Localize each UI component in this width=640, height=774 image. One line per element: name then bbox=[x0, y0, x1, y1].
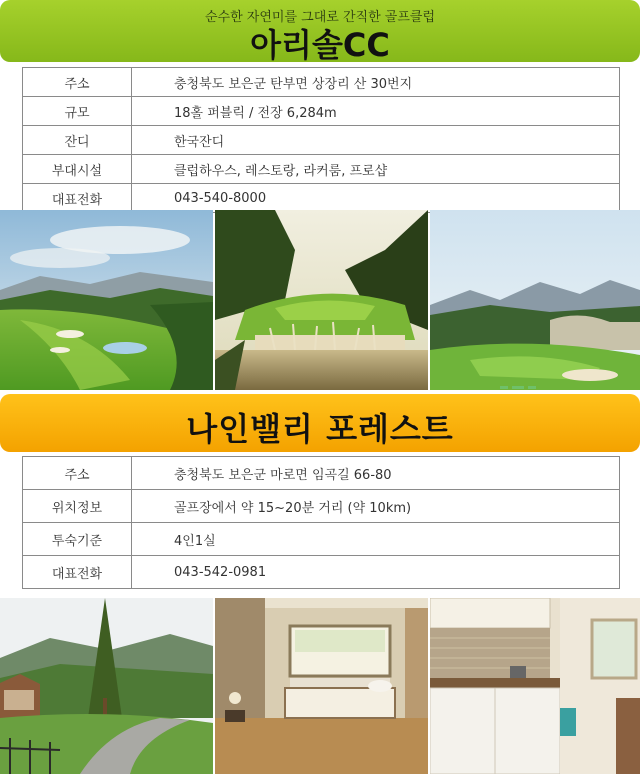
info-label: 위치정보 bbox=[23, 490, 132, 523]
table-row bbox=[23, 556, 620, 589]
info-label: 대표전화 bbox=[23, 184, 132, 213]
lodging-title: 나인밸리 포레스트 bbox=[186, 410, 454, 448]
lodging-exterior-photo bbox=[0, 598, 213, 774]
golf-course-photo-strip bbox=[0, 210, 640, 390]
info-value: 043-542-0981 bbox=[132, 556, 620, 589]
golf-lake-photo bbox=[215, 210, 428, 390]
table-row bbox=[23, 97, 620, 126]
table-row bbox=[23, 457, 620, 490]
info-label: 규모 bbox=[23, 97, 132, 126]
info-value: 043-540-8000 bbox=[132, 184, 620, 213]
info-value: 한국잔디 bbox=[132, 126, 620, 155]
table-row bbox=[23, 490, 620, 523]
table-row bbox=[23, 523, 620, 556]
table-row bbox=[23, 155, 620, 184]
info-value: 골프장에서 약 15~20분 거리 (약 10km) bbox=[132, 490, 620, 523]
info-value: 18홀 퍼블릭 / 전장 6,284m bbox=[132, 97, 620, 126]
info-value: 클럽하우스, 레스토랑, 라커룸, 프로샵 bbox=[132, 155, 620, 184]
info-value: 충청북도 보은군 탄부면 상장리 산 30번지 bbox=[132, 68, 620, 97]
info-label: 대표전화 bbox=[23, 556, 132, 589]
info-label: 부대시설 bbox=[23, 155, 132, 184]
golf-mountain-photo bbox=[430, 210, 640, 390]
info-label: 잔디 bbox=[23, 126, 132, 155]
info-label: 주소 bbox=[23, 68, 132, 97]
info-label: 투숙기준 bbox=[23, 523, 132, 556]
golf-club-banner bbox=[0, 0, 640, 62]
info-value: 충청북도 보은군 마로면 임곡길 66-80 bbox=[132, 457, 620, 490]
info-value: 4인1실 bbox=[132, 523, 620, 556]
golf-club-subtitle: 순수한 자연미를 그대로 간직한 골프클럽 bbox=[204, 10, 435, 25]
golf-club-info-table bbox=[22, 67, 620, 213]
lodging-info-table bbox=[22, 456, 620, 589]
lodging-bedroom-photo bbox=[215, 598, 428, 774]
table-row bbox=[23, 184, 620, 213]
table-row bbox=[23, 68, 620, 97]
golf-club-title: 아리솔CC bbox=[250, 26, 390, 64]
golf-fairway-photo bbox=[0, 210, 213, 390]
lodging-kitchen-photo bbox=[430, 598, 640, 774]
table-row bbox=[23, 126, 620, 155]
lodging-photo-strip bbox=[0, 598, 640, 774]
info-label: 주소 bbox=[23, 457, 132, 490]
lodging-banner bbox=[0, 394, 640, 452]
